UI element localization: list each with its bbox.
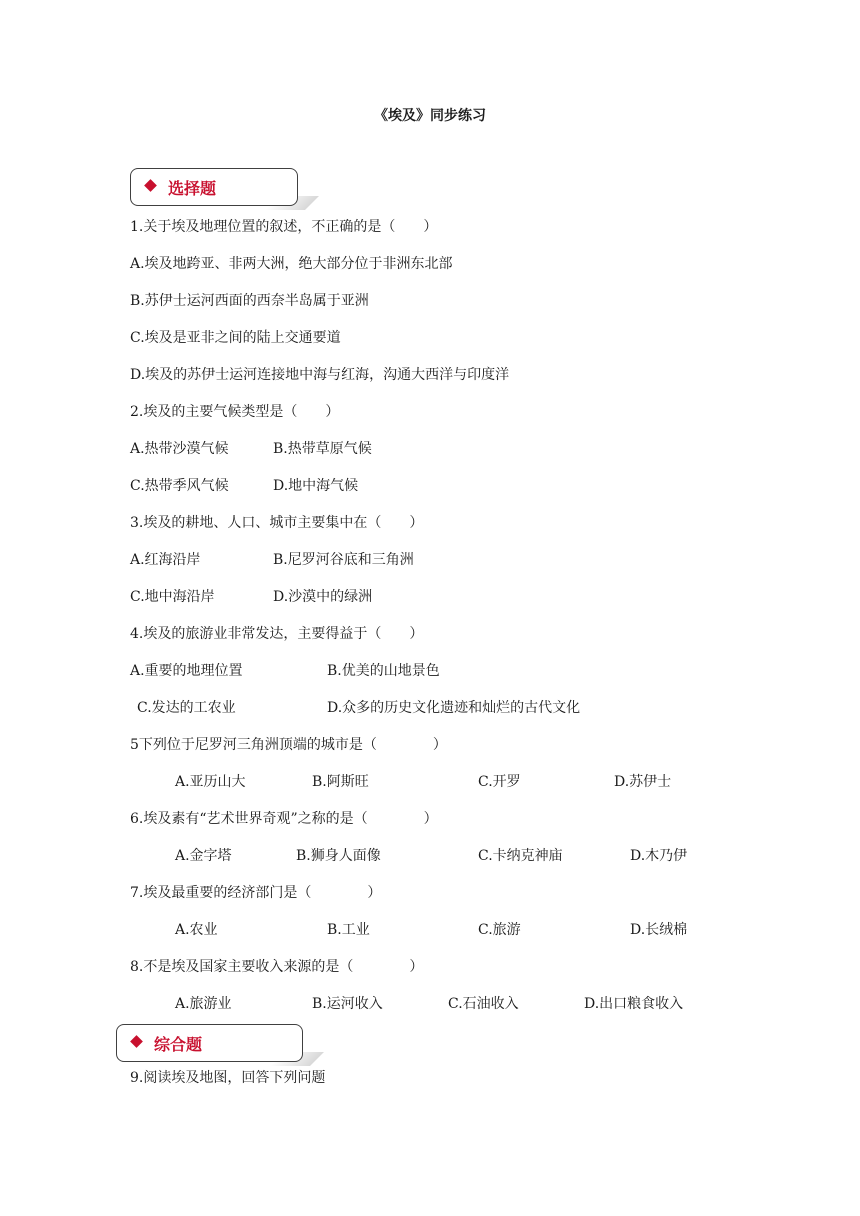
option-a: A.农业 (175, 922, 218, 938)
option-c: C.卡纳克神庙 (478, 848, 563, 864)
option-c: C.热带季风气候 (130, 478, 229, 494)
option-a: A.红海沿岸 (130, 552, 201, 568)
section-title: 选择题 (168, 179, 217, 198)
option-a: A.重要的地理位置 (130, 663, 243, 679)
option-b: B.工业 (327, 922, 370, 938)
option-d: D.地中海气候 (273, 478, 359, 494)
section-title: 综合题 (154, 1035, 203, 1054)
option-c: C.发达的工农业 (137, 700, 236, 716)
question-stem: 7.埃及最重要的经济部门是（ ） (130, 885, 382, 901)
option-d: D.埃及的苏伊士运河连接地中海与红海，沟通大西洋与印度洋 (130, 367, 510, 383)
option-d: D.沙漠中的绿洲 (273, 589, 373, 605)
question-stem: 9.阅读埃及地图，回答下列问题 (130, 1070, 326, 1086)
question-stem: 6.埃及素有“艺术世界奇观”之称的是（ ） (130, 811, 438, 827)
option-c: C.石油收入 (448, 996, 519, 1012)
question-stem: 5下列位于尼罗河三角洲顶端的城市是（ ） (130, 737, 447, 753)
option-a: A.热带沙漠气候 (130, 441, 229, 457)
page-title: 《埃及》同步练习 (374, 108, 486, 124)
option-c: C.旅游 (478, 922, 521, 938)
section-header-comprehensive (116, 1024, 303, 1062)
option-c: C.地中海沿岸 (130, 589, 215, 605)
option-d: D.众多的历史文化遗迹和灿烂的古代文化 (327, 700, 581, 716)
option-b: B.狮身人面像 (296, 848, 381, 864)
section-header-choice (130, 168, 298, 206)
question-stem: 4.埃及的旅游业非常发达，主要得益于（ ） (130, 626, 424, 642)
option-d: D.长绒棉 (630, 922, 688, 938)
option-b: B.运河收入 (312, 996, 383, 1012)
question-stem: 1.关于埃及地理位置的叙述，不正确的是（ ） (130, 219, 438, 235)
option-b: B.阿斯旺 (312, 774, 369, 790)
option-d: D.出口粮食收入 (584, 996, 684, 1012)
option-c: C.埃及是亚非之间的陆上交通要道 (130, 330, 341, 346)
option-b: B.尼罗河谷底和三角洲 (273, 552, 414, 568)
option-c: C.开罗 (478, 774, 521, 790)
option-b: B.热带草原气候 (273, 441, 372, 457)
question-stem: 3.埃及的耕地、人口、城市主要集中在（ ） (130, 515, 424, 531)
option-a: A.金字塔 (175, 848, 232, 864)
option-d: D.木乃伊 (630, 848, 688, 864)
question-stem: 2.埃及的主要气候类型是（ ） (130, 404, 340, 420)
option-b: B.优美的山地景色 (327, 663, 440, 679)
question-stem: 8.不是埃及国家主要收入来源的是（ ） (130, 959, 424, 975)
option-a: A.埃及地跨亚、非两大洲，绝大部分位于非洲东北部 (130, 256, 453, 272)
option-a: A.旅游业 (175, 996, 232, 1012)
option-a: A.亚历山大 (175, 774, 246, 790)
option-b: B.苏伊士运河西面的西奈半岛属于亚洲 (130, 293, 369, 309)
option-d: D.苏伊士 (614, 774, 672, 790)
